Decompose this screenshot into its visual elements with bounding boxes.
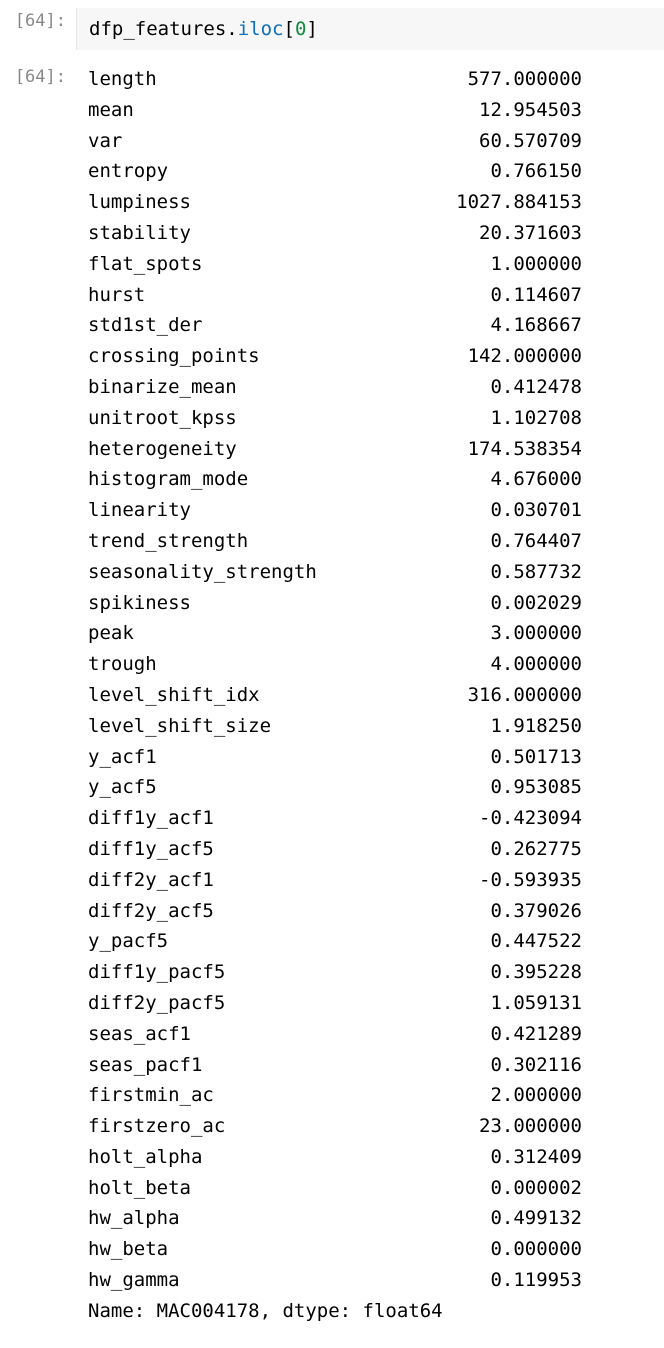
series-index-label: seasonality_strength xyxy=(88,560,317,583)
series-value: 0.421289 xyxy=(490,1022,582,1045)
series-index-label: var xyxy=(88,129,123,152)
series-row xyxy=(88,1050,664,1081)
series-index-label: peak xyxy=(88,622,134,645)
series-value: 0.030701 xyxy=(490,499,582,522)
series-row xyxy=(88,742,664,773)
series-value: 1.918250 xyxy=(490,714,582,737)
series-index-label: hw_alpha xyxy=(88,1207,180,1230)
series-index-label: binarize_mean xyxy=(88,375,237,398)
series-row xyxy=(88,834,664,865)
series-index-label: diff1y_pacf5 xyxy=(88,961,226,984)
series-index-label: trough xyxy=(88,653,157,676)
output-prompt-label: [64]: xyxy=(14,67,66,87)
series-value: 0.002029 xyxy=(490,591,582,614)
series-index-label: crossing_points xyxy=(88,345,260,368)
series-index-label: firstmin_ac xyxy=(88,1084,214,1107)
series-value: 316.000000 xyxy=(467,683,582,706)
code-open-bracket-token: [ xyxy=(283,18,295,40)
series-value: 0.766150 xyxy=(490,160,582,183)
series-row xyxy=(88,1234,664,1265)
series-row xyxy=(88,618,664,649)
series-value: 142.000000 xyxy=(467,345,582,368)
series-row xyxy=(88,495,664,526)
series-row xyxy=(88,926,664,957)
series-row xyxy=(88,187,664,218)
series-index-label: unitroot_kpss xyxy=(88,406,237,429)
series-row xyxy=(88,896,664,927)
series-index-label: level_shift_idx xyxy=(88,683,260,706)
code-accessor-token: iloc xyxy=(237,18,284,40)
series-value: 0.262775 xyxy=(490,837,582,860)
series-value: 23.000000 xyxy=(479,1115,582,1138)
code-object-token: dfp_features xyxy=(89,18,227,40)
series-row xyxy=(88,372,664,403)
series-value: 0.379026 xyxy=(490,899,582,922)
series-index-label: diff1y_acf1 xyxy=(88,807,214,830)
series-index-label: hw_gamma xyxy=(88,1269,180,1292)
series-row xyxy=(88,1142,664,1173)
series-index-label: entropy xyxy=(88,160,169,183)
series-value: 0.412478 xyxy=(490,375,582,398)
series-value: -0.593935 xyxy=(479,868,582,891)
series-index-label: firstzero_ac xyxy=(88,1115,226,1138)
series-value: 0.302116 xyxy=(490,1053,582,1076)
series-value: 0.447522 xyxy=(490,930,582,953)
series-row xyxy=(88,64,664,95)
series-index-label: linearity xyxy=(88,499,191,522)
series-row xyxy=(88,156,664,187)
series-index-label: std1st_der xyxy=(88,314,203,337)
series-value: 1.102708 xyxy=(490,406,582,429)
series-value: 0.312409 xyxy=(490,1145,582,1168)
series-row xyxy=(88,1173,664,1204)
series-index-label: stability xyxy=(88,221,191,244)
series-index-label: holt_beta xyxy=(88,1176,191,1199)
series-index-label: holt_alpha xyxy=(88,1145,203,1168)
series-row xyxy=(88,772,664,803)
output-area xyxy=(76,64,664,1327)
series-value: 4.676000 xyxy=(490,468,582,491)
series-index-label: mean xyxy=(88,98,134,121)
series-row xyxy=(88,310,664,341)
series-index-label: diff2y_pacf5 xyxy=(88,991,226,1014)
series-row xyxy=(88,403,664,434)
series-value: 0.114607 xyxy=(490,283,582,306)
series-row xyxy=(88,957,664,988)
series-value: 0.764407 xyxy=(490,529,582,552)
series-row xyxy=(88,588,664,619)
series-row xyxy=(88,280,664,311)
series-index-label: y_pacf5 xyxy=(88,930,169,953)
series-index-label: length xyxy=(88,68,157,90)
series-index-label: trend_strength xyxy=(88,529,249,552)
series-value: 0.953085 xyxy=(490,776,582,799)
series-value: 174.538354 xyxy=(467,437,582,460)
series-index-label: heterogeneity xyxy=(88,437,237,460)
series-value: 0.395228 xyxy=(490,961,582,984)
series-index-label: y_acf5 xyxy=(88,776,157,799)
series-value: 1.000000 xyxy=(490,252,582,275)
series-row xyxy=(88,557,664,588)
series-index-label: y_acf1 xyxy=(88,745,157,768)
series-value: 577.000000 xyxy=(467,68,582,90)
series-row xyxy=(88,434,664,465)
series-row xyxy=(88,526,664,557)
series-value: 60.570709 xyxy=(479,129,582,152)
series-row xyxy=(88,649,664,680)
series-index-label: diff2y_acf5 xyxy=(88,899,214,922)
series-value: 1.059131 xyxy=(490,991,582,1014)
series-index-label: spikiness xyxy=(88,591,191,614)
input-cell[interactable] xyxy=(0,0,664,58)
series-value: 0.587732 xyxy=(490,560,582,583)
series-value: 4.000000 xyxy=(490,653,582,676)
series-row xyxy=(88,341,664,372)
series-index-label: level_shift_size xyxy=(88,714,272,737)
series-index-label: diff1y_acf5 xyxy=(88,837,214,860)
input-prompt-label: [64]: xyxy=(14,11,66,31)
series-row xyxy=(88,218,664,249)
series-footer: Name: MAC004178, dtype: float64 xyxy=(88,1299,443,1322)
series-row xyxy=(88,1019,664,1050)
series-row xyxy=(88,1203,664,1234)
code-close-bracket-token: ] xyxy=(306,18,318,40)
series-row xyxy=(88,803,664,834)
code-index-token: 0 xyxy=(294,18,307,40)
series-index-label: hurst xyxy=(88,283,146,306)
series-row xyxy=(88,1080,664,1111)
code-dot-token: . xyxy=(226,18,238,40)
series-row xyxy=(88,249,664,280)
series-value: 0.119953 xyxy=(490,1269,582,1292)
series-row xyxy=(88,464,664,495)
series-row xyxy=(88,711,664,742)
series-row xyxy=(88,95,664,126)
series-value: 0.499132 xyxy=(490,1207,582,1230)
output-cell xyxy=(0,58,664,1327)
series-value: 20.371603 xyxy=(479,221,582,244)
series-index-label: hw_beta xyxy=(88,1238,169,1261)
series-index-label: lumpiness xyxy=(88,191,191,214)
code-editor[interactable] xyxy=(76,8,664,50)
series-output xyxy=(88,64,664,1296)
series-row xyxy=(88,680,664,711)
series-row xyxy=(88,126,664,157)
series-row xyxy=(88,865,664,896)
series-value: 0.000000 xyxy=(490,1238,582,1261)
series-value: 2.000000 xyxy=(490,1084,582,1107)
series-value: 4.168667 xyxy=(490,314,582,337)
series-value: 12.954503 xyxy=(479,98,582,121)
series-value: -0.423094 xyxy=(479,807,582,830)
series-value: 0.000002 xyxy=(490,1176,582,1199)
series-index-label: seas_acf1 xyxy=(88,1022,191,1045)
series-index-label: seas_pacf1 xyxy=(88,1053,203,1076)
series-index-label: flat_spots xyxy=(88,252,203,275)
series-row xyxy=(88,1111,664,1142)
series-value: 1027.884153 xyxy=(456,191,582,214)
series-value: 0.501713 xyxy=(490,745,582,768)
series-index-label: diff2y_acf1 xyxy=(88,868,214,891)
series-row xyxy=(88,988,664,1019)
series-row xyxy=(88,1265,664,1296)
series-value: 3.000000 xyxy=(490,622,582,645)
code-line xyxy=(89,17,656,41)
series-index-label: histogram_mode xyxy=(88,468,249,491)
